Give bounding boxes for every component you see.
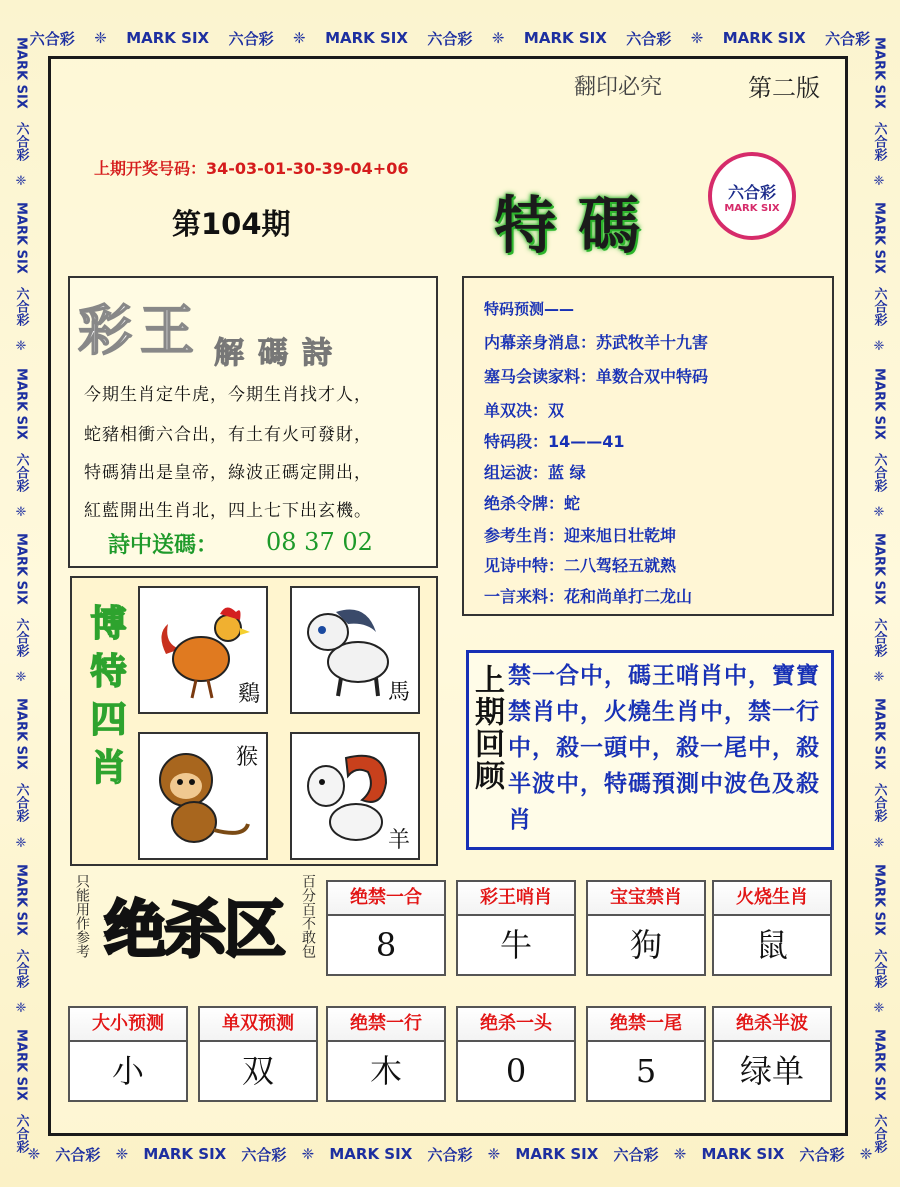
flower-icon: ❈	[873, 339, 885, 355]
prediction-item: 一言来料：花和尚单打二龙山	[484, 587, 693, 606]
prediction-item: 参考生肖：迎来旭日壮乾坤	[484, 526, 677, 545]
logo-badge-mark-six: MARK SIX	[724, 203, 780, 214]
brand-mark-six: MARK SIX	[722, 29, 806, 47]
right-brand-band	[864, 30, 894, 1160]
zodiac-monkey-label: 猴	[235, 745, 258, 770]
kill-cell-label: 火烧生肖	[714, 882, 830, 916]
zodiac-horse-label: 馬	[387, 680, 410, 705]
flower-icon: ❈	[15, 670, 27, 686]
flower-icon: ❈	[293, 29, 306, 47]
poem-title-small: 解碼詩	[214, 336, 346, 371]
poem-line: 今期生肖定牛虎，今期生肖找才人，	[84, 385, 372, 405]
flower-icon: ❈	[487, 1145, 501, 1163]
brand-logo-text: 六合彩	[871, 948, 887, 988]
flower-icon: ❈	[873, 670, 885, 686]
brand-logo-text: 六合彩	[13, 1114, 29, 1154]
brand-logo-text: 六合彩	[871, 1114, 887, 1154]
brand-mark-six: MARK SIX	[13, 1029, 29, 1102]
bottom-brand-band	[20, 1142, 880, 1166]
kill-cell-value: 0	[505, 1052, 527, 1090]
edition-label: 第二版	[748, 74, 820, 102]
brand-mark-six: MARK SIX	[13, 863, 29, 936]
kill-cell-value: 8	[375, 926, 397, 964]
left-brand-band	[6, 30, 36, 1160]
brand-mark-six: MARK SIX	[871, 698, 887, 771]
zodiac-rooster-box	[138, 586, 268, 714]
kill-zone-right-note: 百分百不敢包	[300, 874, 316, 958]
kill-cell-label: 绝禁一合	[328, 882, 444, 916]
flower-icon: ❈	[15, 173, 27, 189]
flower-icon: ❈	[673, 1145, 687, 1163]
kill-cell-value: 双	[241, 1052, 274, 1090]
brand-mark-six: MARK SIX	[871, 863, 887, 936]
brand-mark-six: MARK SIX	[329, 1145, 413, 1163]
zodiac-goat-box	[290, 732, 420, 860]
last-draw-numbers: 上期开奖号码：34-03-01-30-39-04+06	[94, 159, 409, 178]
brand-logo-text: 六合彩	[871, 452, 887, 492]
brand-logo-text: 六合彩	[626, 29, 672, 48]
brand-logo-text: 六合彩	[228, 29, 274, 48]
kill-cell-label: 大小预测	[70, 1008, 186, 1042]
review-title: 上期回顾	[469, 664, 504, 792]
brand-logo-text: 六合彩	[871, 121, 887, 161]
brand-logo-text: 六合彩	[13, 287, 29, 327]
kill-cell	[68, 1006, 188, 1102]
prediction-item: 特码段：14——41	[484, 432, 625, 451]
brand-logo-text: 六合彩	[613, 1145, 659, 1164]
kill-cell	[712, 1006, 832, 1102]
flower-icon: ❈	[15, 339, 27, 355]
kill-cell-value: 小	[111, 1052, 144, 1090]
brand-mark-six: MARK SIX	[13, 698, 29, 771]
kill-cell-value: 5	[635, 1052, 657, 1090]
flower-icon: ❈	[27, 1145, 41, 1163]
kill-cell	[586, 880, 706, 976]
kill-cell	[198, 1006, 318, 1102]
brand-mark-six: MARK SIX	[701, 1145, 785, 1163]
flower-icon: ❈	[15, 504, 27, 520]
brand-logo-text: 六合彩	[799, 1145, 845, 1164]
kill-zone-left-note: 只能用作参考	[74, 874, 90, 958]
kill-cell	[586, 1006, 706, 1102]
kill-cell-value: 鼠	[755, 926, 788, 964]
kill-cell-value: 牛	[499, 926, 532, 964]
kill-cell	[326, 880, 446, 976]
poem-line: 紅藍開出生肖北，四上七下出玄機。	[84, 501, 372, 521]
kill-cell-label: 绝杀一头	[458, 1008, 574, 1042]
brand-logo-text: 六合彩	[871, 287, 887, 327]
brand-mark-six: MARK SIX	[143, 1145, 227, 1163]
flower-icon: ❈	[873, 173, 885, 189]
issue-number: 第104期	[172, 207, 291, 241]
kill-cell-value: 狗	[629, 926, 662, 964]
kill-cell-label: 宝宝禁肖	[588, 882, 704, 916]
kill-cell-label: 绝禁一尾	[588, 1008, 704, 1042]
mark-six-logo	[708, 152, 796, 240]
flower-icon: ❈	[873, 1001, 885, 1017]
prediction-header: 特码预测——	[484, 300, 575, 318]
prediction-item: 单双决：双	[484, 401, 565, 420]
brand-mark-six: MARK SIX	[871, 367, 887, 440]
top-brand-band	[20, 26, 880, 50]
poem-line: 蛇豬相衝六合出，有土有火可發財，	[84, 425, 372, 445]
prediction-item: 塞马会读家料：单数合双中特码	[484, 367, 709, 386]
flower-icon: ❈	[301, 1145, 315, 1163]
brand-logo-text: 六合彩	[13, 618, 29, 657]
prediction-item: 绝杀令牌：蛇	[484, 494, 581, 513]
brand-logo-text: 六合彩	[427, 29, 473, 48]
kill-cell	[712, 880, 832, 976]
poem-gift-numbers: 08 37 02	[266, 528, 373, 556]
brand-mark-six: MARK SIX	[13, 367, 29, 440]
brand-logo-text: 六合彩	[427, 1145, 473, 1164]
brand-mark-six: MARK SIX	[325, 29, 408, 47]
brand-logo-text: 六合彩	[55, 1145, 101, 1164]
brand-mark-six: MARK SIX	[871, 202, 887, 274]
zodiac-rooster-label: 鷄	[237, 682, 260, 707]
prediction-item: 见诗中特：二八驾轻五就熟	[484, 556, 677, 575]
flower-icon: ❈	[873, 504, 885, 520]
kill-cell-value: 绿单	[739, 1052, 804, 1090]
kill-cell-label: 绝杀半波	[714, 1008, 830, 1042]
kill-cell	[456, 1006, 576, 1102]
brand-mark-six: MARK SIX	[515, 1145, 599, 1163]
brand-mark-six: MARK SIX	[126, 29, 210, 47]
kill-cell-label: 彩王哨肖	[458, 882, 574, 916]
brand-logo-text: 六合彩	[13, 121, 29, 161]
kill-cell-label: 绝禁一行	[328, 1008, 444, 1042]
kill-cell	[456, 880, 576, 976]
kill-cell	[326, 1006, 446, 1102]
brand-mark-six: MARK SIX	[13, 36, 29, 109]
brand-mark-six: MARK SIX	[13, 202, 29, 274]
flower-icon: ❈	[15, 1001, 27, 1017]
prediction-item: 内幕亲身消息：苏武牧羊十九害	[484, 333, 709, 352]
copyright-notice: 翻印必究	[574, 75, 663, 100]
kill-cell-value: 木	[369, 1052, 402, 1090]
brand-mark-six: MARK SIX	[871, 532, 887, 605]
brand-mark-six: MARK SIX	[13, 532, 29, 605]
brand-logo-text: 六合彩	[871, 783, 887, 823]
flower-icon: ❈	[94, 29, 107, 47]
flower-icon: ❈	[15, 835, 27, 851]
kill-cell-label: 单双预测	[200, 1008, 316, 1042]
brand-logo-text: 六合彩	[241, 1145, 287, 1164]
brand-logo-text: 六合彩	[13, 948, 29, 988]
flower-icon: ❈	[491, 29, 505, 47]
brand-logo-text: 六合彩	[13, 452, 29, 492]
logo-badge-text: 六合彩	[727, 183, 776, 202]
poem-title-big: 彩王	[78, 298, 202, 362]
brand-mark-six: MARK SIX	[871, 1029, 887, 1102]
zodiac-monkey-box	[138, 732, 268, 860]
brand-logo-text: 六合彩	[29, 29, 75, 48]
zodiac-title: 博特四肖	[85, 604, 127, 796]
poem-line: 特碼猜出是皇帝，綠波正碼定開出，	[84, 463, 372, 483]
flower-icon: ❈	[873, 835, 885, 851]
brand-logo-text: 六合彩	[825, 29, 871, 48]
zodiac-horse-box	[290, 586, 420, 714]
prediction-item: 组运波：蓝 绿	[484, 463, 586, 482]
brand-logo-text: 六合彩	[871, 618, 887, 657]
kill-zone-title: 绝杀区	[104, 893, 285, 966]
brand-mark-six: MARK SIX	[523, 29, 607, 47]
special-code-title: 特碼	[494, 189, 663, 262]
flower-icon: ❈	[115, 1145, 129, 1163]
brand-mark-six: MARK SIX	[871, 36, 887, 109]
review-text: 禁一合中，碼王哨肖中，寶寶禁肖中，火燒生肖中，禁一行中，殺一頭中，殺一尾中，殺半波中，特碼預測中波色及殺肖	[508, 663, 820, 833]
flower-icon: ❈	[859, 1145, 873, 1163]
brand-logo-text: 六合彩	[13, 783, 29, 823]
flower-icon: ❈	[690, 29, 704, 47]
poem-gift-label: 詩中送碼：	[108, 533, 219, 558]
zodiac-goat-label: 羊	[387, 828, 410, 853]
